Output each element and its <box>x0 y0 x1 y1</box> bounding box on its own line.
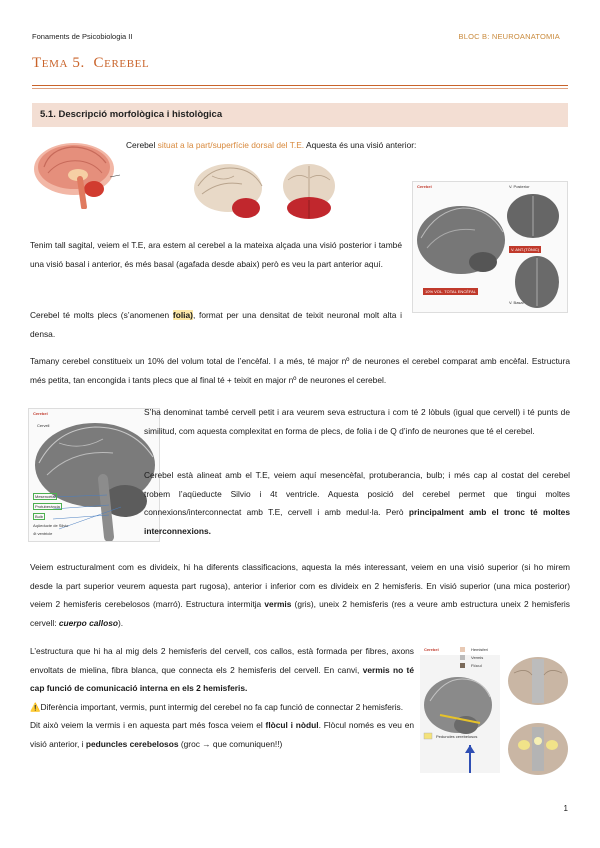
cuerpo-calloso-term: cuerpo calloso <box>58 617 118 628</box>
floc-nodul-term: flòcul i nòdul <box>265 720 319 730</box>
paragraph-alineat: Cerebel està alineat amb el T.E, veiem aquí mesencèfal, protuberancia, bulb; i més cap al costat del cerebel trobem l’aqüeducte Silvio i 4t ventricle. Aquesta posició del cerebel permet que tingui moltes connexions/interconnectat amb T.E, cervell i amb medul·la. Però principalment amb el tronc té moltes interconnexions. <box>144 470 570 536</box>
folia-term: folia) <box>172 310 193 320</box>
vermis-term: vermis <box>264 599 292 609</box>
fig2-label-bulb: Bulb <box>35 514 44 519</box>
brain-sagittal-image <box>30 137 120 209</box>
fig2-label-aqueducte: Aqüeducte de Silvio <box>33 523 69 528</box>
paragraph-cervell-petit: S’ha denominat també cervell petit i ara veurem seva estructura i com té 2 lòbuls (igual que cervell) i té punts de similitud, com aquesta complexitat en forma de plecs, de folia i de Q d’info de neurones que té el cerebel. <box>144 407 570 436</box>
intro-highlight: situat a la part/superfície dorsal del T.E. <box>157 140 305 150</box>
brainstem-sagittal-figure <box>28 408 160 542</box>
document-header-title: Fonaments de Psicobiologia II <box>32 32 133 41</box>
fig3-label-hemisferi: Hemisferi <box>460 647 488 652</box>
title-prefix: Tema 5. <box>32 55 85 71</box>
alineat-bold: principalment amb el tronc té moltes interconnexions. <box>144 507 570 536</box>
peduncles-term: peduncles cerebelosos <box>85 738 179 749</box>
title-rule-2 <box>32 88 568 89</box>
fig1-anterior-label: V. ANT.(TÒNIC) <box>511 247 540 252</box>
section-label: 5.1. Descripció morfològica i histològica <box>40 109 223 120</box>
title-name: Cerebel <box>93 55 150 71</box>
document-header-block: BLOC B: NEUROANATOMIA <box>458 32 560 41</box>
fig3-title: Cerebel <box>424 647 439 652</box>
fig1-title: Cerebel <box>417 184 432 189</box>
paragraph-tamany: Tamany cerebel constitueix un 10% del volum total de l’encèfal. I a més, té major nº de neurones el cerebel comparat amb encèfal. Estructura més petita, tan encongida i tants plecs que al final té + teixit en major nº de neurones el cerebel. <box>30 356 570 385</box>
paragraph-callos: L’estructura que hi ha al mig dels 2 hemisferis del cervell, cos callos, està formada per fibres, axons envoltats de mielina, fibra blanca, que connecta els 2 hemisferis del cervell. En canvi, vermis no té cap funció de comunicació interna en els 2 hemisferis. ⚠️Diferència important, vermis, punt intermig del cerebel no fa cap funció de connectar 2 hemisferis. Dit això veiem la vermis i en aquesta part més fosca veiem el flòcul i nòdul. Flòcul només es veu en visió anterior, i peduncles cerebelosos (groc → que comuniquen!!) <box>30 646 415 749</box>
cerebellum-views-figure <box>412 181 568 313</box>
fig3-label-vermis: Vermis <box>460 655 483 660</box>
brain-3d-lateral-image <box>190 160 270 222</box>
intro-text: Cerebel situat a la part/superfície dorsal del T.E. Aquesta és una visió anterior: <box>126 140 417 150</box>
warning-icon: ⚠️ <box>30 701 41 712</box>
page-number: 1 <box>563 804 568 813</box>
fig2-title: Cerebel <box>33 411 48 416</box>
warning-text: Diferència important, vermis, punt intermig del cerebel no fa cap funció de connectar 2 hemisferis. <box>40 701 404 712</box>
title-rule <box>32 85 568 86</box>
paragraph-folia: Cerebel té molts plecs (s’anomenen folia), format per una densitat de teixit neuronal molt alta i densa. <box>30 310 402 339</box>
fig1-volume-label: 10% VOL. TOTAL ENCÈFAL <box>425 289 476 294</box>
page-title <box>32 55 149 72</box>
fig2-label-mesencefal: Mesencèfal <box>35 494 56 499</box>
paragraph-sagital: Tenim tall sagital, veiem el T.E, ara estem al cerebel a la mateixa alçada una visió posterior i també una visió basal i anterior, és més basal (agafada desde abaix) però es veu la part anterior aquí. <box>30 240 402 269</box>
fig2-cervell-label: Cervell <box>37 423 50 428</box>
fig1-basal-label: V. Basal <box>509 300 524 305</box>
fig2-label-protuberancia: Protuberància <box>35 504 60 509</box>
fig2-label-ventricle: 4t ventricle <box>33 531 53 536</box>
paragraph-estructura: Veiem estructuralment com es divideix, hi ha diferents classificacions, aquesta la més interessant, veiem en una visió superior (si ho mirem desde la part superior veurem aquesta part rugosa), anterior i inferior com es divideix en 2 hemisferis. En visió superior (una mica posterior) veiem 2 hemisferis cerebelosos (marró). Estructura intermitja vermis (gris), uneix 2 hemisferis (res a veure amb estructura uneix 2 hemisferis cervell: cuerpo calloso). <box>30 562 570 628</box>
cerebellum-divisions-figure <box>420 645 570 785</box>
fig3-label-flocul: Flòcul <box>460 663 482 668</box>
section-heading <box>32 103 568 127</box>
fig1-posterior-label: V. Posterior <box>509 184 530 189</box>
fig3-label-peduncles: Peduncles cerebelosos <box>436 734 478 739</box>
vermis-warning-bold: vermis no té cap funció de comunicació interna en els 2 hemisferis. <box>30 664 414 693</box>
brain-3d-posterior-image <box>278 160 340 222</box>
